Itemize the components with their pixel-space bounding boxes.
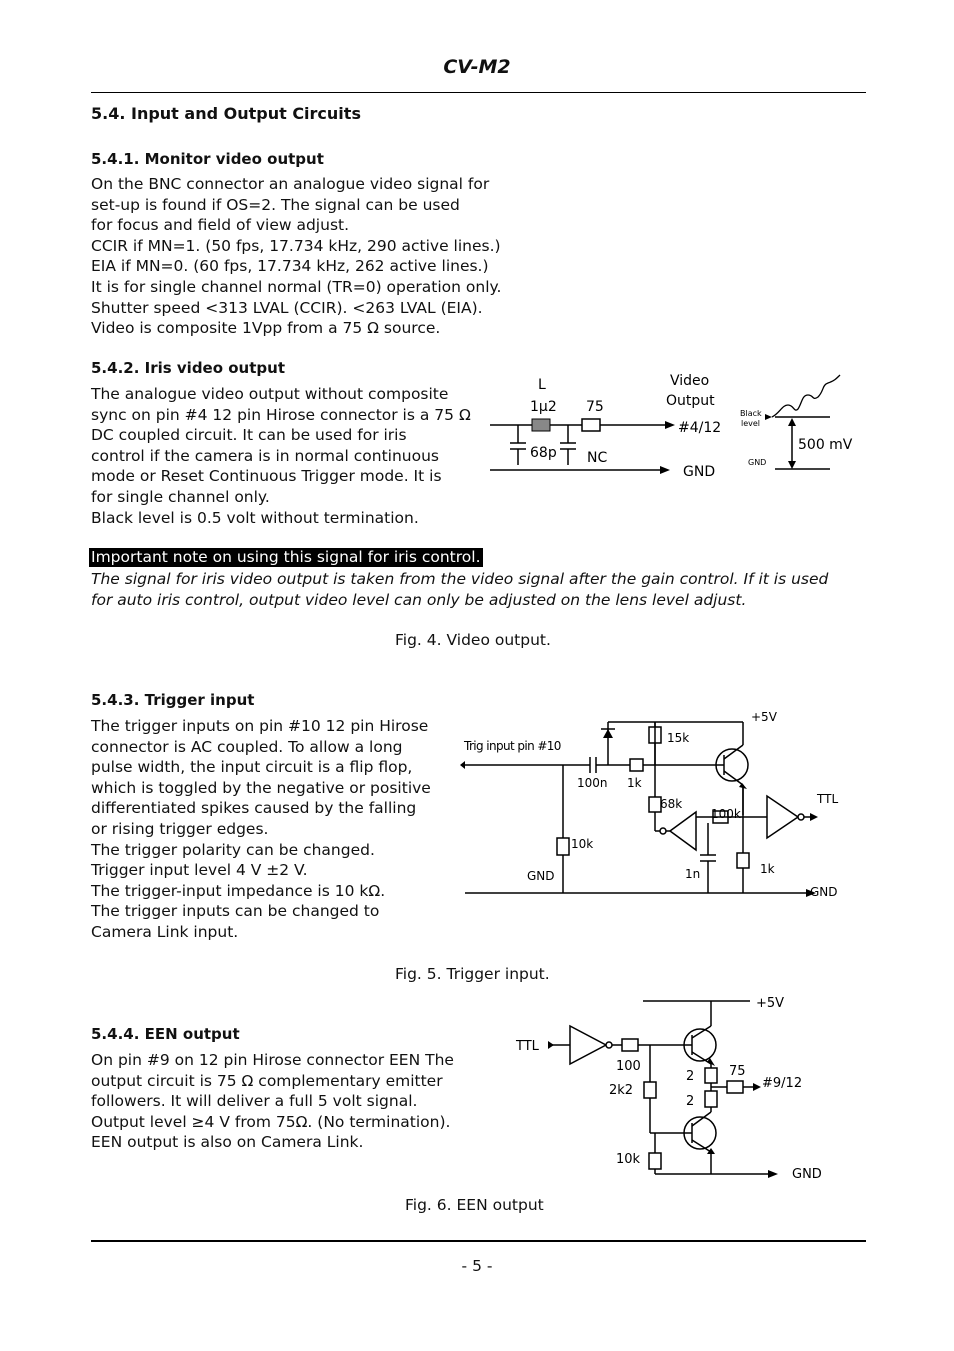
inductor-symbol [532,419,550,431]
inductor-letter-label: L [538,377,546,393]
een-body: On pin #9 on 12 pin Hirose connector EEN The output circuit is 75 Ω complementary emitter followers. It will deliver a full 5 volt signal. Output level ≥4 V from 75Ω. (No termination). EEN output is also on Camera Link. [91,1051,454,1152]
black-level-label-1: Black [740,409,762,418]
page-number: - 5 - [461,1257,493,1275]
figure-4-caption: Fig. 4. Video output. [395,631,551,649]
capacitor-1n-label: 1n [685,867,701,881]
video-pin-label: #4/12 [678,420,722,436]
gnd-small-label: GND [748,458,767,467]
resistor-68k-label: 68k [660,797,683,811]
een-pin-label: #9/12 [762,1076,803,1091]
resistor-75-label: 75 [729,1064,746,1079]
ttl-label: TTL [817,792,839,806]
trigger-input-diagram [460,705,870,905]
resistor-15k-label: 15k [667,731,690,745]
capacitor-value-label: 68p [530,445,557,461]
section-title: 5.4. Input and Output Circuits [91,104,361,123]
black-level-label-2: level [741,419,761,428]
een-heading: 5.4.4. EEN output [91,1025,240,1043]
figure-6-caption: Fig. 6. EEN output [405,1196,544,1214]
vcc-label: +5V [751,710,777,724]
gnd-label: GND [683,464,716,480]
trigger-heading: 5.4.3. Trigger input [91,691,255,709]
video-output-label-1: Video [670,373,710,389]
trigger-body: The trigger inputs on pin #10 12 pin Hirose connector is AC coupled. To allow a long pulse width, the input circuit is a flip flop, which is toggled by the negative or positive differentiated spikes caused by the falling or rising trigger edges. The trigger polarity can be changed. Trigger input level 4 V ±2 V. The trigger-input impedance is 10 kΩ. The trigger inputs can be changed to Camera Link input. [91,717,431,941]
important-note-body: The signal for iris video output is taken from the video signal after the gain control. If it is used for auto iris control, output video level can only be adjusted on the lens level adjust. [91,570,829,609]
vcc-label: +5V [756,996,785,1011]
resistor-100-label: 100 [616,1059,641,1074]
monitor-body: On the BNC connector an analogue video signal for set-up is found if OS=2. The signal can be used for focus and field of view adjust. CCIR if MN=1. (50 fps, 17.734 kHz, 290 active lines.) EIA if MN=0. (60 fps, 17.734 kHz, 262 active lines.) It is for single channel normal (TR=0) operation only. Shutter speed <313 LVAL (CCIR). <263 LVAL (EIA). Video is composite 1Vpp from a 75 Ω source. [91,175,502,338]
gnd-right-label: GND [810,885,838,899]
inductor-value-label: 1μ2 [530,399,557,415]
video-output-diagram [480,365,870,490]
ttl-label: TTL [516,1039,539,1054]
resistor-2-a-label: 2 [686,1069,695,1084]
document-title: CV-M2 [443,56,511,78]
video-output-label-2: Output [666,393,715,409]
iris-heading: 5.4.2. Iris video output [91,359,285,377]
resistor-1k-b-label: 1k [760,862,775,876]
trigger-input-label: Trig input pin #10 [464,739,561,753]
header-rule [91,92,866,93]
resistor-100k-label: 100k [711,807,741,821]
gnd-label: GND [792,1167,822,1182]
capacitor-100n-label: 100n [577,776,608,790]
resistor-2-b-label: 2 [686,1094,695,1109]
resistor-10k-label: 10k [616,1152,641,1167]
resistor-2k2-label: 2k2 [609,1083,634,1098]
monitor-heading: 5.4.1. Monitor video output [91,150,324,168]
gnd-left-label: GND [527,869,555,883]
figure-5-caption: Fig. 5. Trigger input. [395,965,550,983]
footer-rule [91,1240,866,1242]
important-note-title: Important note on using this signal for iris control. [91,548,481,566]
resistor-10k-label: 10k [571,837,594,851]
iris-body: The analogue video output without composite sync on pin #4 12 pin Hirose connector is a 75 Ω DC coupled circuit. It can be used for iris control if the camera is in normal continuous mode or Reset Continuous Trigger mode. It is for single channel only. Black level is 0.5 volt without termination. [91,385,471,527]
nc-label: NC [587,450,608,466]
resistor-1k-a-label: 1k [627,776,642,790]
amplitude-label: 500 mV [798,437,853,453]
een-output-diagram [510,990,830,1190]
resistor-value-label: 75 [586,399,604,415]
